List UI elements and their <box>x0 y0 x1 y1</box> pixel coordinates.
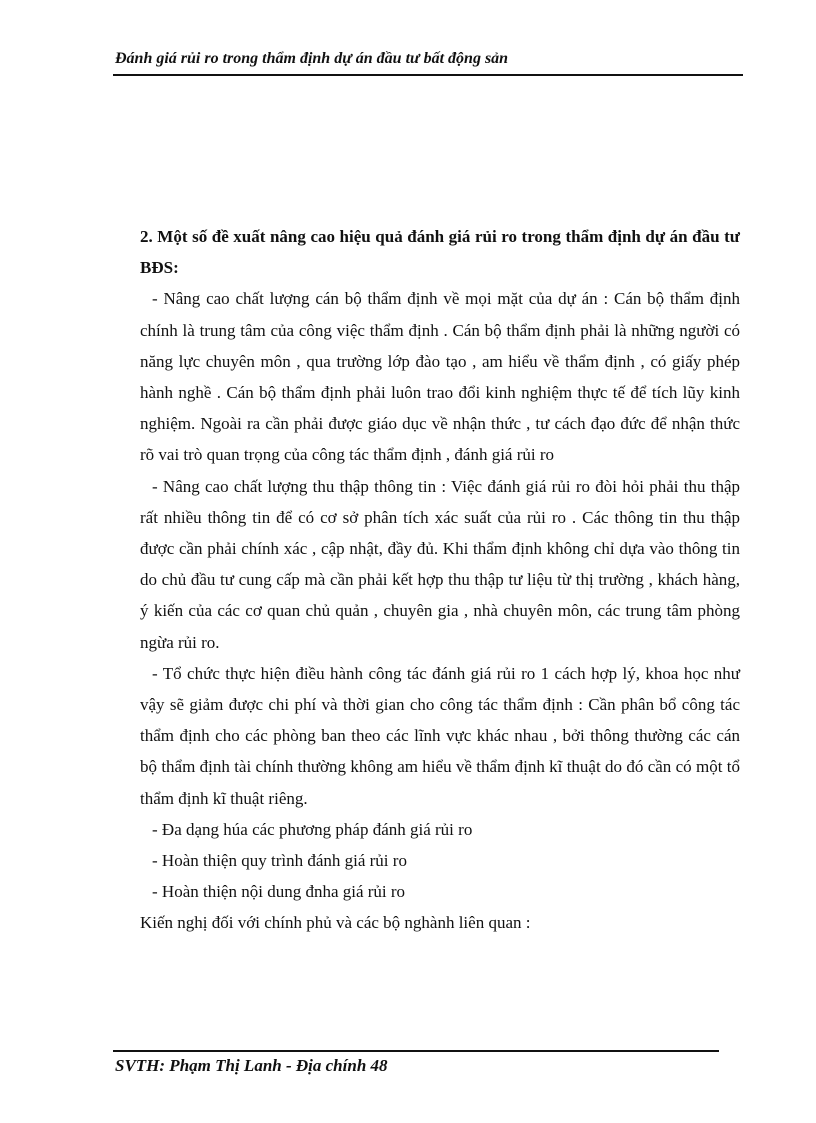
list-item: - Hoàn thiện quy trình đánh giá rủi ro <box>152 851 407 871</box>
paragraph-staff-quality: - Nâng cao chất lượng cán bộ thẩm định về mọi mặt của dự án : Cán bộ thẩm định chính là trung tâm của công việc thẩm định . Cán bộ thẩm định phải là những người có năng lực chuyên môn , qua trường lớp đào tạo , am hiểu về thẩm định , có giấy phép hành nghề . Cán bộ thẩm định phải luôn trao đổi kinh nghiệm thực tế để tích lũy kinh nghiệm. Ngoài ra cần phải được giáo dục về nhận thức , tư cách đạo đức để nhận thức rõ vai trò quan trọng của công tác thẩm định , đánh giá rủi ro <box>140 289 740 465</box>
footer-author: SVTH: Phạm Thị Lanh - Địa chính 48 <box>115 1056 388 1075</box>
paragraph-information-quality: - Nâng cao chất lượng thu thập thông tin : Việc đánh giá rủi ro đòi hỏi phải thu thập rất nhiều thông tin để có cơ sở phân tích xác suất của rủi ro . Các thông tin thu thập được cần phải chính xác , cập nhật, đầy đủ. Khi thẩm định không chỉ dựa vào thông tin do chủ đầu tư cung cấp mà cần phải kết hợp thu thập tư liệu từ thị trường , khách hàng, ý kiến của các cơ quan chủ quản , chuyên gia , nhà chuyên môn, các trung tâm phòng ngừa rủi ro. <box>140 476 740 652</box>
document-body <box>140 221 740 939</box>
header-title: Đánh giá rủi ro trong thẩm định dự án đầu tư bất động sản <box>115 50 509 67</box>
section-heading: 2. Một số đề xuất nâng cao hiệu quả đánh giá rủi ro trong thẩm định dự án đầu tư BĐS: <box>140 227 740 278</box>
page-header <box>113 48 743 76</box>
closing-line: Kiến nghị đối với chính phủ và các bộ nghành liên quan : <box>140 913 531 933</box>
paragraph-organization: - Tổ chức thực hiện điều hành công tác đánh giá rủi ro 1 cách hợp lý, khoa học như vậy sẽ giảm được chi phí và thời gian cho công tác thẩm định : Cần phân bổ công tác thẩm định cho các phòng ban theo các lĩnh vực khác nhau , bởi thông thường các cán bộ thẩm định tài chính thường không am hiểu về thẩm định kĩ thuật do đó cần có một tổ thẩm định kĩ thuật riêng. <box>140 663 740 808</box>
list-item: - Đa dạng húa các phương pháp đánh giá rủi ro <box>152 819 473 839</box>
list-item: - Hoàn thiện nội dung đnha giá rủi ro <box>152 882 406 902</box>
footer-divider <box>113 1050 719 1052</box>
